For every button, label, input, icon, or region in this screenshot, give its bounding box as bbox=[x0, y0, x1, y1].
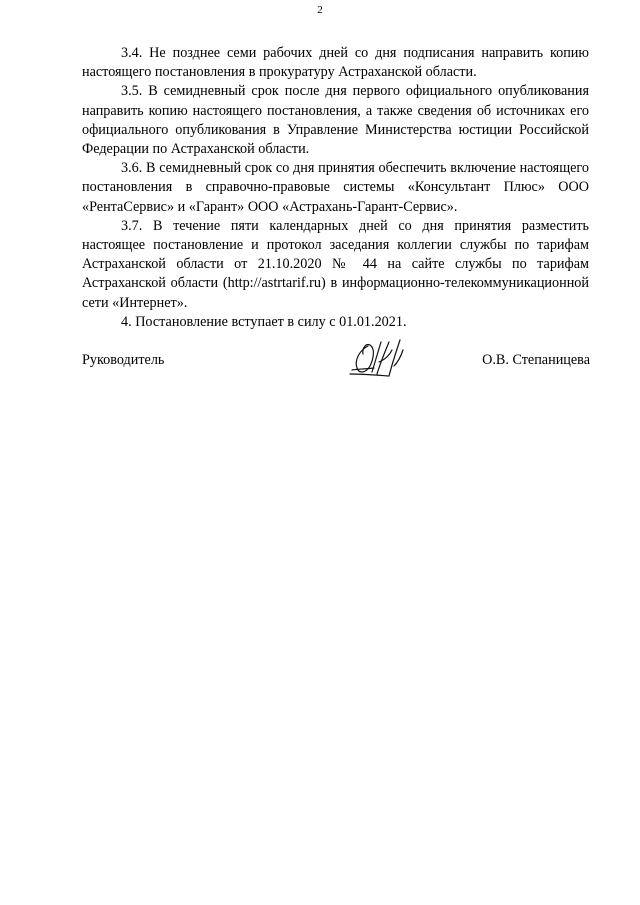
signature-block bbox=[82, 336, 590, 384]
page-number: 2 bbox=[317, 4, 323, 16]
signer-name: О.В. Степаницева bbox=[482, 352, 590, 368]
handwritten-signature-icon bbox=[348, 336, 416, 382]
signer-title: Руководитель bbox=[82, 352, 165, 368]
paragraph-3-7: 3.7. В течение пяти календарных дней со дня принятия разместить настоящее постановление и протокол заседания коллегии службы по тарифам Астраханской области от 21.10.2020 № 44 на сайте службы по тарифам Астраханской области (http://astrtarif.ru) в информационно-телекоммуникационной сети «Интернет». bbox=[82, 217, 589, 311]
document-body bbox=[82, 44, 589, 332]
paragraph-3-4: 3.4. Не позднее семи рабочих дней со дня подписания направить копию настоящего постановления в прокуратуру Астраханской области. bbox=[82, 45, 589, 81]
paragraph-3-6: 3.6. В семидневный срок со дня принятия обеспечить включение настоящего постановления в справочно-правовые системы «Консультант Плюс» ООО «РентаСервис» и «Гарант» ООО «Астрахань-Гарант-Сервис». bbox=[82, 160, 589, 215]
paragraph-4: 4. Постановление вступает в силу с 01.01.2021. bbox=[121, 313, 407, 330]
paragraph-3-5: 3.5. В семидневный срок после дня первого официального опубликования направить копию настоящего постановления, а также сведения об источниках его официального опубликования в Управление Министерства юстиции Российской Федерации по Астраханской области. bbox=[82, 83, 589, 158]
